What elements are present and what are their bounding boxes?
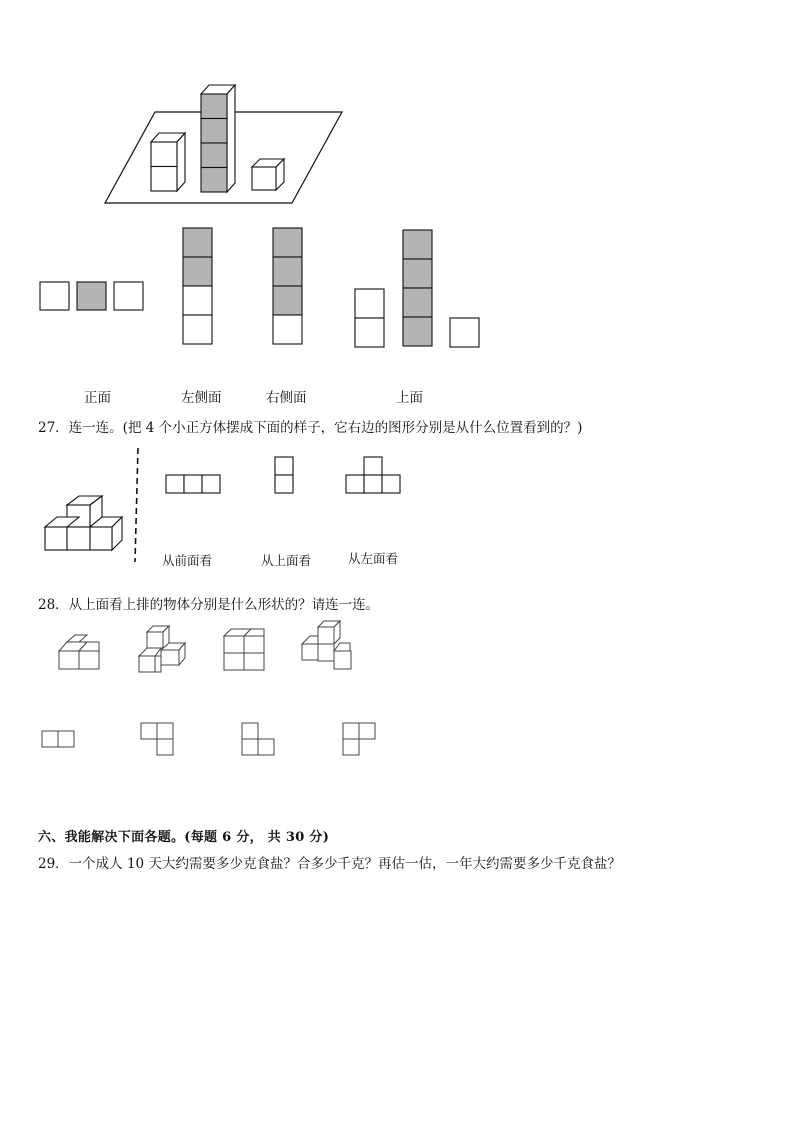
q27-label-top: 从上面看 (261, 553, 312, 568)
q26-figure (0, 0, 794, 400)
single-cube (252, 159, 284, 190)
front-view-shape (40, 282, 143, 310)
q27-shape-t (346, 457, 400, 493)
q28-text: 28．从上面看上排的物体分别是什么形状的？请连一连。 (38, 597, 380, 613)
view-label-right-side: 右侧面 (266, 390, 307, 406)
q28-object-1 (59, 635, 99, 669)
q27-dashed-divider (135, 448, 138, 562)
q27-shape-two-stacked (275, 457, 293, 493)
q27-text: 27．连一连。(把 4 个小正方体摆成下面的样子，它右边的图形分别是从什么位置看到的？) (38, 420, 583, 436)
view-label-front: 正面 (84, 390, 111, 406)
q28-object-4 (302, 621, 351, 669)
q27-label-left: 从左面看 (348, 551, 399, 566)
left-side-view-shape (183, 228, 212, 344)
q28-shape-c (242, 723, 274, 755)
q27-label-front: 从前面看 (162, 553, 213, 568)
q28-shape-a (42, 731, 74, 747)
stack-4-cubes (201, 85, 235, 192)
view-label-left-side: 左侧面 (181, 390, 222, 406)
q28-shape-d (343, 723, 375, 755)
q28-shape-b (141, 723, 173, 755)
stack-2-cubes (151, 133, 185, 191)
right-side-view-shape (273, 228, 302, 344)
q28-object-3 (224, 629, 264, 670)
q29-text: 29．一个成人 10 天大约需要多少克食盐？合多少千克？再估一估，一年大约需要多少千克食盐？ (38, 856, 621, 872)
q27-shape-three-in-row (166, 475, 220, 493)
top-view-shapes (355, 230, 479, 347)
q27-cube-arrangement (45, 496, 122, 550)
q28-object-2 (139, 626, 185, 672)
view-label-top: 上面 (396, 390, 423, 406)
section6-heading: 六、我能解决下面各题。(每题 6 分， 共 30 分) (38, 830, 330, 845)
